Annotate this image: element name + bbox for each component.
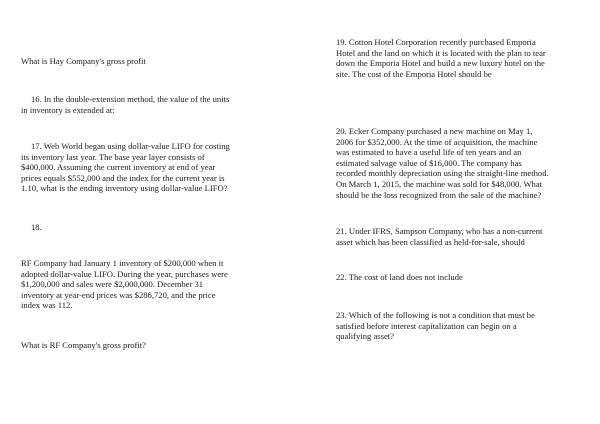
question-22 (336, 272, 463, 283)
text-line: $1,200,000 and sales were $2,000,000. December 31 (21, 279, 204, 290)
text-line: 23. Which of the following is not a condition that must be (336, 310, 535, 320)
text-line: $400,000. Assuming the current inventory at end of year (21, 162, 216, 173)
text-line: in inventory is extended at: (21, 104, 115, 115)
text-line: site. The cost of the Emporia Hotel should be (336, 68, 492, 79)
text-line: RF Company had January 1 inventory of $200,000 when it (21, 258, 224, 268)
question-23 (336, 310, 535, 342)
question-19 (336, 37, 546, 79)
text-line: What is Hay Company's gross profit (21, 56, 146, 66)
text-line: 22. The cost of land does not include (336, 272, 463, 282)
text-line: 17. Web World began using dollar-value LIFO for costing (31, 141, 230, 151)
text-line: recorded monthly depreciation using the straight-line method. (336, 168, 549, 179)
text-line: asset which has been classified as held-for-sale, should (336, 236, 525, 247)
text-line: estimated salvage value of $16,000. The company has (336, 157, 522, 168)
text-line: 2006 for $352,000. At the time of acquisition, the machine (336, 136, 538, 147)
text-line: 21. Under IFRS, Sampson Company, who has a non-current (336, 226, 543, 236)
text-line: 1.10, what is the ending inventory using dollar-value LIFO? (21, 183, 228, 194)
text-line: down the Emporia Hotel and build a new luxury hotel on the (336, 58, 545, 69)
text-line: 20. Ecker Company purchased a new machine on May 1, (336, 126, 533, 136)
text-line: index was 112. (21, 300, 73, 311)
text-line: prices equals $552,000 and the index for the current year is (21, 172, 225, 183)
text-line: was estimated to have a useful life of ten years and an (336, 147, 522, 158)
text-line: satisfied before interest capitalization can begin on a (336, 320, 517, 331)
text-line: On March 1, 2015, the machine was sold for $48,000. What (336, 178, 543, 189)
question-17 (21, 141, 230, 194)
question-18-number (21, 222, 42, 233)
text-line: its inventory last year. The base year layer consists of (21, 151, 205, 162)
question-18-body (21, 258, 228, 311)
question-21 (336, 226, 542, 247)
text-line: inventory at year-end prices was $286,720, and the price (21, 289, 216, 300)
text-line: What is RF Company's gross profit? (21, 340, 146, 350)
question-number: 18. (31, 222, 42, 232)
question-20 (336, 126, 549, 200)
question-hay-gross-profit (21, 56, 146, 67)
text-line: qualifying asset? (336, 331, 394, 342)
question-16 (21, 94, 229, 115)
question-18-prompt (21, 340, 146, 351)
text-line: adopted dollar-value LIFO. During the year, purchases were (21, 268, 228, 279)
text-line: 16. In the double-extension method, the value of the units (31, 94, 230, 104)
text-line: Hotel and the land on which it is located with the plan to tear (336, 47, 546, 58)
text-line: 19. Cotton Hotel Corporation recently purchased Emporia (336, 37, 536, 47)
text-line: should be the loss recognized from the sale of the machine? (336, 189, 542, 200)
